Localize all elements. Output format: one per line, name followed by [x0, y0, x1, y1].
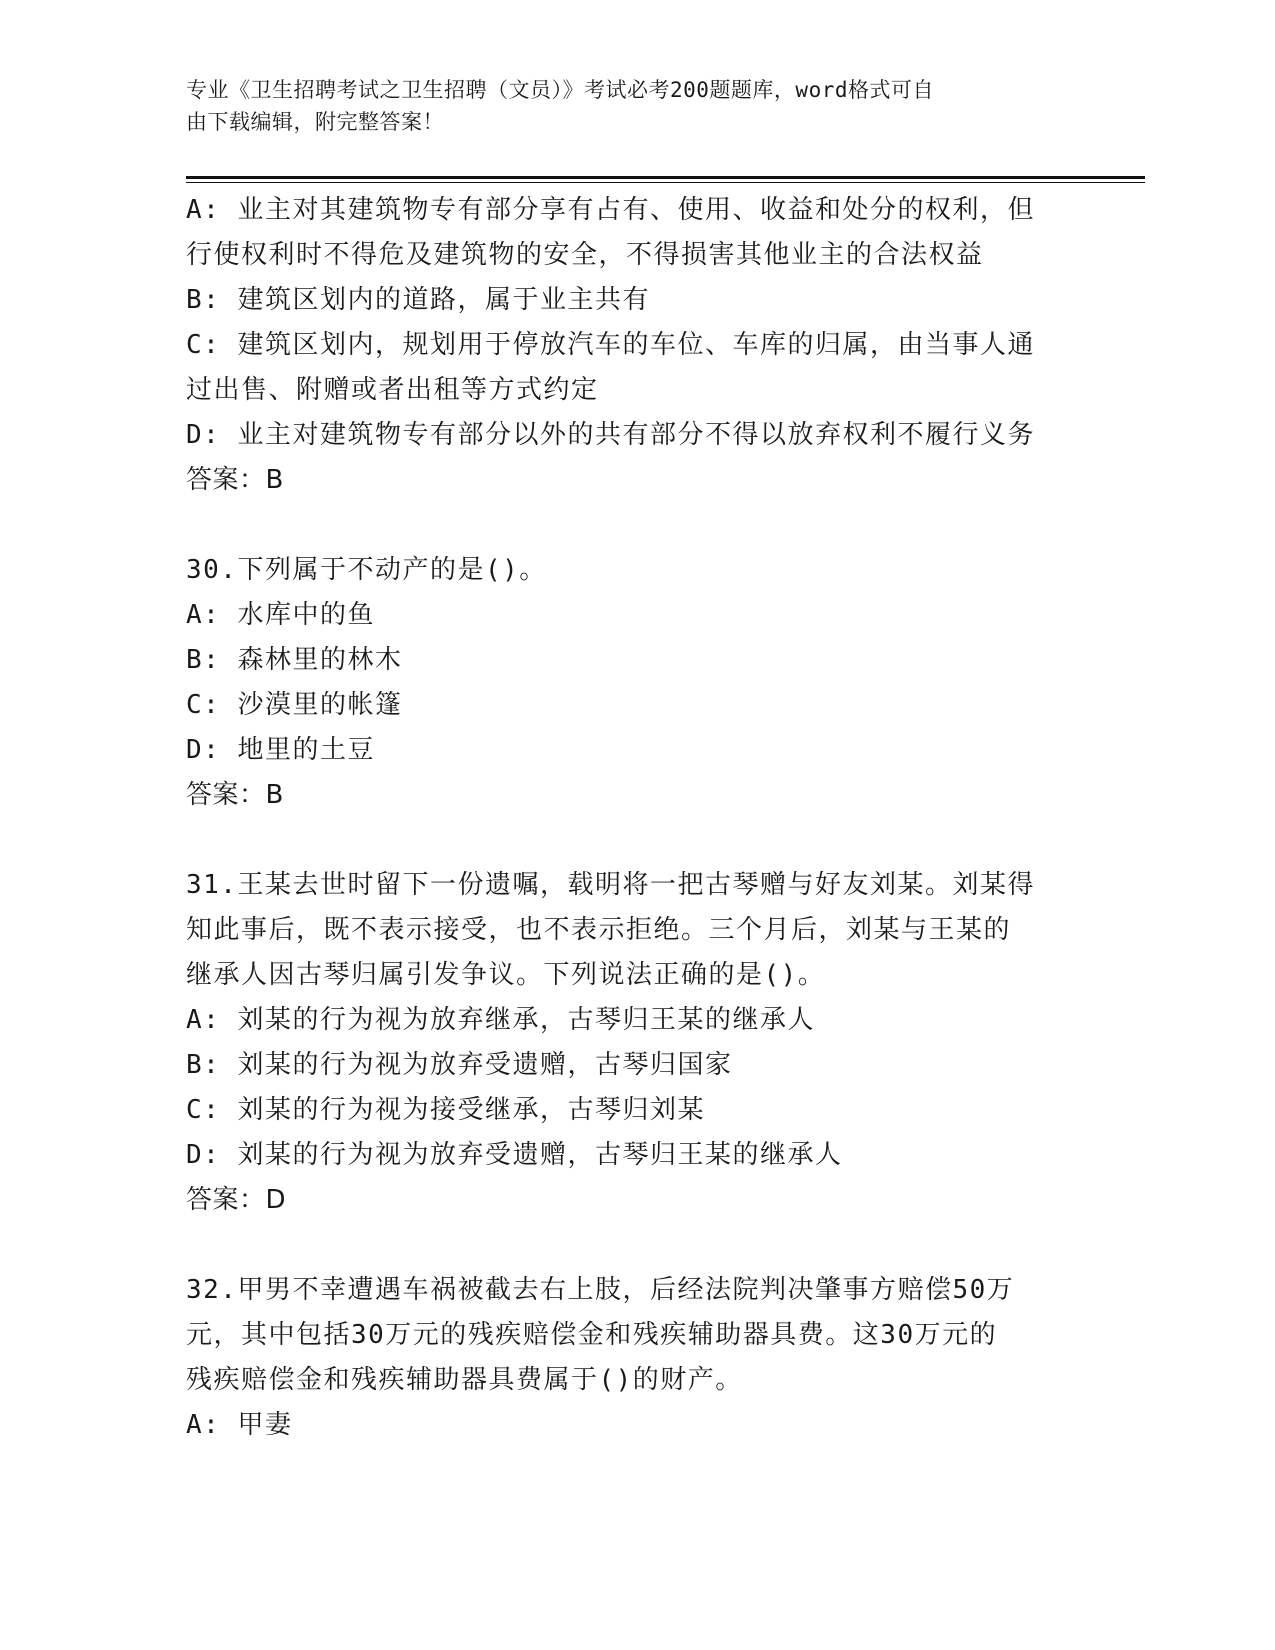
header-divider-thin — [186, 182, 1145, 183]
spacer — [186, 503, 1086, 548]
answer-label: 答案：B — [186, 465, 284, 495]
option-d: D: 地里的土豆 — [186, 735, 375, 765]
question-stem-line-2: 知此事后，既不表示接受，也不表示拒绝。三个月后，刘某与王某的 — [186, 915, 1012, 945]
header-line-1: 专业《卫生招聘考试之卫生招聘（文员）》考试必考200题题库，word格式可自 — [186, 78, 934, 102]
question-block-31 — [186, 863, 1086, 1223]
option-c-line-2: 过出售、附赠或者出租等方式约定 — [186, 375, 599, 405]
spacer — [186, 1223, 1086, 1268]
option-a-line-1: A: 业主对其建筑物专有部分享有占有、使用、收益和处分的权利，但 — [186, 195, 1035, 225]
question-stem-line-3: 继承人因古琴归属引发争议。下列说法正确的是()。 — [186, 960, 826, 990]
question-stem-line-1: 32.甲男不幸遭遇车祸被截去右上肢，后经法院判决肇事方赔偿50万 — [186, 1275, 1015, 1305]
header-divider-thick — [186, 176, 1145, 179]
option-a-line-2: 行使权利时不得危及建筑物的安全，不得损害其他业主的合法权益 — [186, 240, 984, 270]
answer-label: 答案：B — [186, 780, 284, 810]
question-stem-line-1: 31.王某去世时留下一份遗嘱，载明将一把古琴赠与好友刘某。刘某得 — [186, 870, 1035, 900]
question-stem: 30.下列属于不动产的是()。 — [186, 555, 547, 585]
option-c: C: 沙漠里的帐篷 — [186, 690, 403, 720]
question-block-30 — [186, 548, 1086, 818]
option-b: B: 建筑区划内的道路，属于业主共有 — [186, 285, 650, 315]
question-stem-line-2: 元，其中包括30万元的残疾赔偿金和残疾辅助器具费。这30万元的 — [186, 1320, 998, 1350]
option-c-line-1: C: 建筑区划内，规划用于停放汽车的车位、车库的归属，由当事人通 — [186, 330, 1035, 360]
question-block-32 — [186, 1268, 1086, 1448]
option-a: A: 水库中的鱼 — [186, 600, 375, 630]
question-list — [186, 188, 1086, 1448]
document-header — [186, 74, 1066, 138]
answer-label: 答案：D — [186, 1185, 287, 1215]
spacer — [186, 818, 1086, 863]
option-d: D: 刘某的行为视为放弃受遗赠，古琴归王某的继承人 — [186, 1140, 843, 1170]
option-a: A: 甲妻 — [186, 1410, 293, 1440]
option-c: C: 刘某的行为视为接受继承，古琴归刘某 — [186, 1095, 705, 1125]
option-d: D: 业主对建筑物专有部分以外的共有部分不得以放弃权利不履行义务 — [186, 420, 1035, 450]
option-a: A: 刘某的行为视为放弃继承，古琴归王某的继承人 — [186, 1005, 815, 1035]
question-stem-line-3: 残疾赔偿金和残疾辅助器具费属于()的财产。 — [186, 1365, 743, 1395]
option-b: B: 森林里的林木 — [186, 645, 403, 675]
option-b: B: 刘某的行为视为放弃受遗赠，古琴归国家 — [186, 1050, 733, 1080]
question-block-29 — [186, 188, 1086, 503]
header-line-2: 由下载编辑，附完整答案！ — [186, 110, 444, 134]
